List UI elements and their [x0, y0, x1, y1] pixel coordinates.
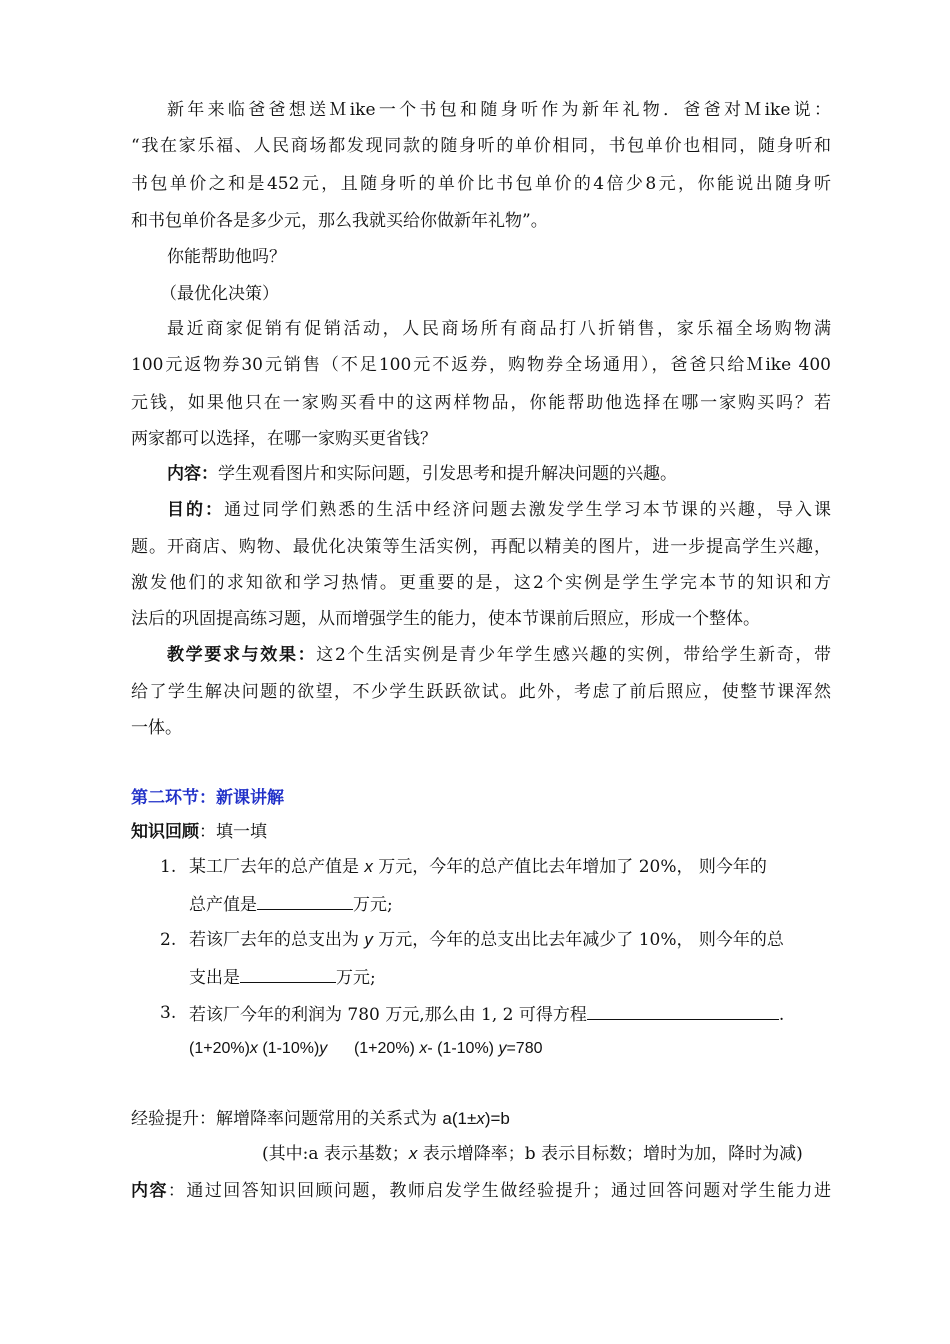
experience-line	[131, 1107, 831, 1131]
paragraph-line: 100元返物券30元销售（不足100元不返券，购物券全场通用），爸爸只给Ｍike 400	[131, 355, 831, 375]
paragraph-line: 给了学生解决问题的欲望，不少学生跃跃欲试。此外，考虑了前后照应，使整节课浑然	[131, 682, 831, 702]
answer-text: (1-10%)	[257, 1040, 320, 1057]
note-line	[262, 1142, 831, 1166]
purpose-label: 目的：	[167, 500, 225, 520]
section-heading: 第二环节：新课讲解	[131, 788, 284, 808]
requirement-paragraph	[167, 643, 831, 667]
answer-blank[interactable]	[240, 964, 336, 983]
formula: a(1±	[442, 1109, 477, 1128]
paragraph-line: “我在家乐福、人民商场都发现同款的随身听的单价相同，书包单价也相同，随身听和	[131, 136, 831, 156]
paragraph-line: 法后的巩固提高练习题，从而增强学生的能力，使本节课前后照应，形成一个整体。	[131, 609, 760, 629]
note-text: (其中:a 表示基数；	[262, 1144, 409, 1164]
paragraph-line: 两家都可以选择，在哪一家购买更省钱？	[131, 429, 437, 449]
answer-text: (1+20%)	[327, 1040, 420, 1057]
item-text: .	[778, 1005, 785, 1025]
item-text: 万元;	[336, 968, 376, 988]
purpose-text: 通过同学们熟悉的生活中经济问题去激发学生学习本节课的兴趣，导入课	[224, 500, 832, 520]
content2-label: 内容	[131, 1181, 168, 1201]
review-label: 知识回顾	[131, 822, 199, 842]
paragraph-line: 书包单价之和是452元，且随身听的单价比书包单价的4倍少8元，你能说出随身听	[131, 174, 831, 194]
list-item-continuation	[189, 891, 831, 917]
content2-paragraph	[131, 1179, 831, 1203]
item-text: 万元，今年的总产值比去年增加了 20%， 则今年的	[372, 857, 767, 877]
paragraph-line: 激发他们的求知欲和学习热情。更重要的是，这2个实例是学生学完本节的知识和方	[131, 573, 831, 593]
item-text: 若该厂去年的总支出为	[189, 930, 365, 950]
content-text: 学生观看图片和实际问题，引发思考和提升解决问题的兴趣。	[218, 464, 677, 484]
variable: y	[319, 1040, 328, 1057]
paragraph-line: 新年来临爸爸想送Ｍike一个书包和随身听作为新年礼物．爸爸对Ｍike说：	[167, 100, 831, 120]
answer-text: - (1-10%)	[427, 1040, 499, 1057]
variable: x	[364, 857, 373, 876]
list-item	[189, 1001, 831, 1027]
answer-text: (1+20%)	[189, 1040, 250, 1057]
item-text: 万元，今年的总支出比去年减少了 10%， 则今年的总	[372, 930, 784, 950]
item-text: 若该厂今年的利润为 780 万元,那么由 1, 2 可得方程	[189, 1005, 587, 1025]
list-number: 3.	[160, 1003, 177, 1023]
variable: x	[419, 1040, 428, 1057]
variable: y	[364, 930, 373, 949]
note-text: 表示增降率；b 表示目标数；增时为加，降时为减)	[417, 1144, 803, 1164]
answer-blank[interactable]	[587, 1001, 779, 1020]
review-text: ：填一填	[199, 822, 267, 842]
answer-blank[interactable]	[257, 891, 353, 910]
requirement-label: 教学要求与效果：	[167, 645, 317, 665]
list-item-continuation	[189, 964, 831, 990]
answer-line	[189, 1037, 831, 1061]
item-text: 某工厂去年的总产值是	[189, 857, 365, 877]
paragraph-line: 题。开商店、购物、最优化决策等生活实例，再配以精美的图片，进一步提高学生兴趣，	[131, 537, 831, 557]
item-text: 支出是	[189, 968, 240, 988]
paragraph-line: （最优化决策）	[160, 284, 279, 304]
paragraph-line: 你能帮助他吗？	[167, 247, 286, 267]
requirement-text: 这2个生活实例是青少年学生感兴趣的实例，带给学生新奇，带	[316, 645, 831, 665]
list-item	[189, 928, 831, 952]
experience-label: 经验提升：解增降率问题常用的关系式为	[131, 1109, 443, 1129]
paragraph-line: 和书包单价各是多少元，那么我就买给你做新年礼物”。	[131, 211, 548, 231]
variable: x	[408, 1144, 418, 1163]
content-paragraph	[167, 462, 831, 486]
item-text: 总产值是	[189, 895, 257, 915]
paragraph-line: 一体。	[131, 718, 182, 738]
variable: y	[498, 1040, 507, 1057]
list-item	[189, 855, 831, 879]
variable: x	[476, 1109, 485, 1128]
knowledge-review-line	[131, 820, 831, 844]
content-label: 内容：	[167, 464, 218, 484]
content2-text: ：通过回答知识回顾问题，教师启发学生做经验提升；通过回答问题对学生能力进	[167, 1181, 832, 1201]
purpose-paragraph	[167, 498, 831, 522]
paragraph-line: 元钱，如果他只在一家购买看中的这两样物品，你能帮助他选择在哪一家购买吗？若	[131, 393, 831, 413]
variable: x	[249, 1040, 258, 1057]
list-number: 2.	[160, 930, 177, 950]
paragraph-line: 最近商家促销有促销活动，人民商场所有商品打八折销售，家乐福全场购物满	[167, 319, 831, 339]
answer-text: =780	[506, 1040, 543, 1057]
list-number: 1.	[160, 857, 177, 877]
item-text: 万元;	[353, 895, 393, 915]
formula: )=b	[484, 1109, 510, 1128]
